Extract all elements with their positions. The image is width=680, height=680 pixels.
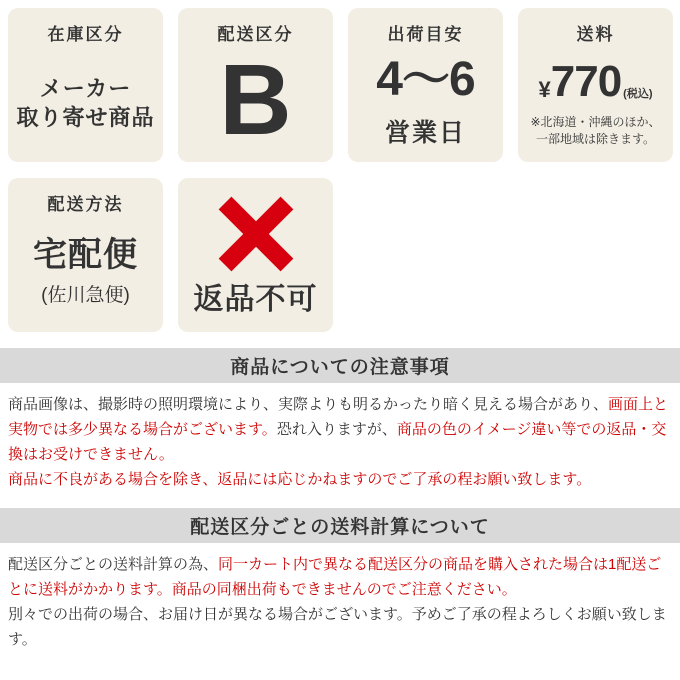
info-box-shipping-class	[178, 8, 333, 162]
product-notes-paragraph-1	[8, 392, 672, 467]
fee-region-note-line1: ※北海道・沖縄のほか、	[530, 114, 661, 129]
shipping-calc-text	[0, 543, 680, 652]
info-box-delivery-method	[8, 178, 163, 332]
text-segment: 恐れ入りますが、	[276, 421, 397, 438]
shipping-calc-heading: 配送区分ごとの送料計算について	[0, 508, 680, 543]
text-segment: 別々での出荷の場合、お届け日が異なる場合がございます。予めご了承の程よろしくお願い致します。	[8, 606, 667, 648]
delivery-carrier: (佐川急便)	[41, 285, 130, 306]
fee-tax-label: (税込)	[623, 87, 653, 100]
fee-amount: 770	[550, 56, 622, 106]
no-return-cross-icon	[213, 191, 299, 277]
fee-region-note-line2: 一部地域は除きます。	[535, 131, 656, 146]
delivery-method-body	[8, 213, 163, 332]
stock-value-line1: メーカー	[39, 75, 132, 101]
shipping-class-title: 配送区分	[217, 25, 294, 44]
delivery-method-title: 配送方法	[47, 195, 124, 214]
lead-time-unit: 営業日	[384, 119, 466, 147]
shipping-class-body	[178, 43, 333, 162]
stock-title: 在庫区分	[47, 25, 124, 44]
text-segment: 商品画像は、撮影時の照明環境により、実際よりも明るかったり暗く見える場合があり、	[8, 396, 609, 413]
section-shipping-calc	[0, 508, 680, 652]
shipping-calc-paragraph-2	[8, 602, 672, 652]
text-segment: 同一カート内で異なる配送区分の商品を購入された場合は1配送ごとに送料がかかります。商品の同梱出荷もできませんのでご注意ください。	[8, 556, 662, 598]
stock-value-line2: 取り寄せ商品	[16, 104, 155, 130]
product-notes-text	[0, 383, 680, 492]
shipping-fee-title: 送料	[576, 25, 615, 44]
info-box-stock	[8, 8, 163, 162]
lead-time-value: 4〜6	[376, 53, 475, 106]
no-return-label: 返品不可	[193, 283, 318, 316]
fee-currency-symbol: ¥	[538, 76, 551, 102]
product-notes-heading: 商品についての注意事項	[0, 348, 680, 383]
fee-region-note	[530, 114, 660, 148]
product-notes-paragraph-2	[8, 467, 672, 492]
section-product-notes	[0, 348, 680, 492]
text-segment: 商品の色のイメージ違い等での返品・交換はお受けできません。	[8, 421, 667, 463]
text-segment: 配送区分ごとの送料計算の為、	[8, 556, 219, 573]
stock-value	[8, 43, 163, 162]
info-box-row-2	[0, 178, 680, 332]
text-segment: 商品に不良がある場合を除き、返品には応じかねますのでご了承の程お願い致します。	[8, 471, 592, 488]
lead-time-title: 出荷目安	[387, 25, 464, 44]
info-box-shipping-fee	[518, 8, 673, 162]
info-box-row-1	[0, 0, 680, 162]
shipping-calc-paragraph-1	[8, 552, 672, 602]
lead-time-body	[348, 43, 503, 162]
shipping-fee-body	[518, 43, 673, 162]
delivery-method-value: 宅配便	[33, 236, 138, 274]
shipping-fee-price	[538, 56, 653, 106]
info-box-lead-time	[348, 8, 503, 162]
text-segment: 画面上と実物では多少異なる場合がございます。	[8, 396, 669, 438]
info-box-no-return	[178, 178, 333, 332]
shipping-class-value: B	[219, 43, 292, 156]
